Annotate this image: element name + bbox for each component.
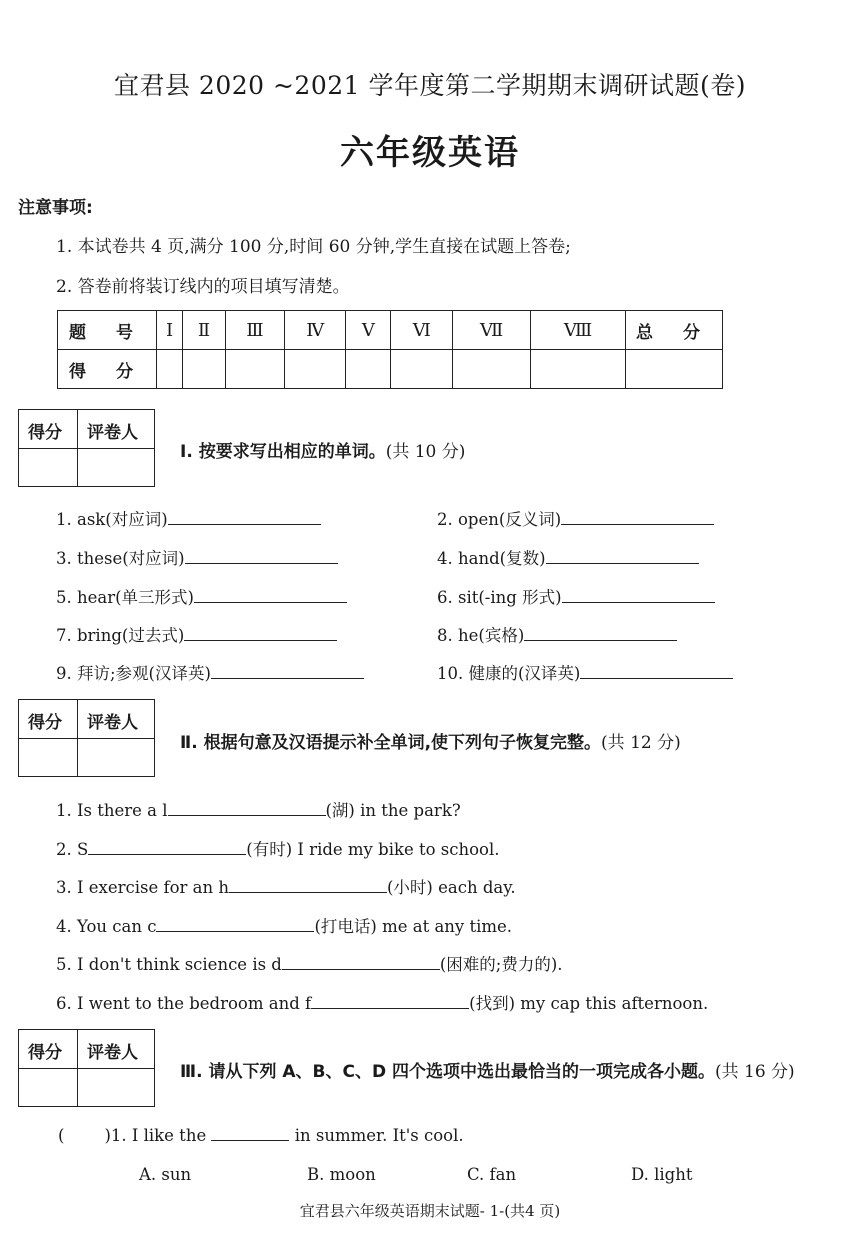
option-b[interactable]: B. moon <box>307 1165 376 1184</box>
question-text: (困难的;费力的). <box>439 955 563 974</box>
total-label: 总 分 <box>626 311 723 350</box>
score-table <box>57 310 723 389</box>
question-text: 6. sit(-ing 形式) <box>437 588 562 607</box>
score-row-label: 得 分 <box>58 350 157 389</box>
score-cell[interactable] <box>346 350 391 389</box>
section-col-1: Ⅰ <box>157 311 183 350</box>
question-text: 1. I like the <box>110 1126 207 1145</box>
answer-blank[interactable] <box>524 626 677 641</box>
reviewer-label: 评卷人 <box>87 1043 138 1063</box>
answer-blank[interactable] <box>561 510 714 525</box>
fill-question <box>56 797 461 821</box>
score-cell[interactable] <box>453 350 531 389</box>
fill-question <box>56 874 516 898</box>
question-text: in summer. It's cool. <box>294 1126 464 1145</box>
answer-blank[interactable] <box>168 801 326 816</box>
score-label: 得分 <box>28 423 62 443</box>
section-col-5: Ⅴ <box>346 311 391 350</box>
answer-blank[interactable] <box>156 917 314 932</box>
vocab-question <box>56 660 364 684</box>
option-d[interactable]: D. light <box>631 1165 693 1184</box>
score-cell[interactable] <box>531 350 626 389</box>
fill-question <box>56 951 563 975</box>
vocab-question <box>56 584 347 608</box>
question-text: 2. open(反义词) <box>437 510 562 529</box>
question-text: (湖) in the park? <box>325 801 461 820</box>
question-text: 7. bring(过去式) <box>56 626 185 645</box>
section-2-heading <box>180 728 681 753</box>
score-label: 得分 <box>28 1043 62 1063</box>
reviewer-label: 评卷人 <box>87 423 138 443</box>
section-3-title: Ⅲ. 请从下列 A、B、C、D 四个选项中选出最恰当的一项完成各小题。 <box>180 1062 715 1082</box>
section-col-2: Ⅱ <box>183 311 226 350</box>
exam-title: 宜君县 2020 ~2021 学年度第二学期期末调研试题(卷) <box>113 71 747 100</box>
answer-blank[interactable] <box>185 549 338 564</box>
question-text: 6. I went to the bedroom and f <box>56 994 312 1013</box>
question-text: (有时) I ride my bike to school. <box>246 840 500 859</box>
question-number-label: 题 号 <box>58 311 157 350</box>
vocab-question <box>437 584 715 608</box>
question-text: 10. 健康的(汉译英) <box>437 664 581 683</box>
vocab-question <box>56 622 337 646</box>
section-col-3: Ⅲ <box>225 311 284 350</box>
exam-subtitle: 六年级英语 <box>340 133 520 173</box>
vocab-question <box>437 506 714 530</box>
answer-paren-close: ) <box>104 1126 111 1145</box>
reviewer-label: 评卷人 <box>87 713 138 733</box>
question-text: 1. Is there a l <box>56 801 168 820</box>
score-cell[interactable] <box>225 350 284 389</box>
question-text: (找到) my cap this afternoon. <box>469 994 709 1013</box>
choice-question <box>58 1126 464 1145</box>
grader-box <box>18 1029 155 1107</box>
notice-item: 2. 答卷前将装订线内的项目填写清楚。 <box>56 277 350 297</box>
option-c[interactable]: C. fan <box>467 1165 517 1184</box>
section-1-points: (共 10 分) <box>385 442 466 462</box>
answer-blank[interactable] <box>194 588 347 603</box>
page-footer: 宜君县六年级英语期末试题- 1-(共4 页) <box>299 1202 561 1220</box>
section-col-4: Ⅳ <box>285 311 346 350</box>
question-text: (打电话) me at any time. <box>314 917 513 936</box>
answer-blank[interactable] <box>282 955 440 970</box>
score-cell[interactable] <box>391 350 453 389</box>
question-text: 4. hand(复数) <box>437 549 546 568</box>
question-text: 1. ask(对应词) <box>56 510 168 529</box>
question-text: 9. 拜访;参观(汉译英) <box>56 664 211 683</box>
total-score-cell[interactable] <box>626 350 723 389</box>
vocab-question <box>437 660 733 684</box>
score-cell[interactable] <box>157 350 183 389</box>
answer-blank[interactable] <box>546 549 699 564</box>
vocab-question <box>56 506 321 530</box>
fill-question <box>56 836 500 860</box>
question-text: 4. You can c <box>56 917 157 936</box>
answer-paren-open: ( <box>58 1126 65 1145</box>
answer-blank[interactable] <box>184 626 337 641</box>
question-text: 3. I exercise for an h <box>56 878 229 897</box>
question-text: (小时) each day. <box>386 878 516 897</box>
section-2-title: Ⅱ. 根据句意及汉语提示补全单词,使下列句子恢复完整。 <box>180 733 602 753</box>
answer-blank[interactable] <box>562 588 715 603</box>
answer-blank[interactable] <box>229 878 387 893</box>
vocab-question <box>56 545 338 569</box>
answer-blank[interactable] <box>211 1126 289 1141</box>
question-text: 5. hear(单三形式) <box>56 588 194 607</box>
section-col-8: Ⅷ <box>531 311 626 350</box>
section-col-6: Ⅵ <box>391 311 453 350</box>
notice-heading: 注意事项: <box>18 198 93 218</box>
fill-question <box>56 990 708 1014</box>
answer-blank[interactable] <box>88 840 246 855</box>
question-text: 5. I don't think science is d <box>56 955 282 974</box>
vocab-question <box>437 545 699 569</box>
section-3-points: (共 16 分) <box>714 1062 795 1082</box>
answer-blank[interactable] <box>580 664 733 679</box>
grader-box <box>18 409 155 487</box>
section-3-heading <box>180 1057 795 1082</box>
question-text: 8. he(宾格) <box>437 626 525 645</box>
fill-question <box>56 913 512 937</box>
score-label: 得分 <box>28 713 62 733</box>
option-a[interactable]: A. sun <box>139 1165 192 1184</box>
answer-blank[interactable] <box>211 664 364 679</box>
section-2-points: (共 12 分) <box>601 733 681 753</box>
question-text: 2. S <box>56 840 89 859</box>
section-col-7: Ⅶ <box>453 311 531 350</box>
section-1-heading <box>180 437 465 462</box>
vocab-question <box>437 622 677 646</box>
answer-blank[interactable] <box>311 994 469 1009</box>
answer-blank[interactable] <box>168 510 321 525</box>
grader-box <box>18 699 155 777</box>
section-1-title: Ⅰ. 按要求写出相应的单词。 <box>180 442 386 462</box>
question-text: 3. these(对应词) <box>56 549 185 568</box>
score-cell[interactable] <box>285 350 346 389</box>
notice-item: 1. 本试卷共 4 页,满分 100 分,时间 60 分钟,学生直接在试题上答卷; <box>56 237 571 257</box>
score-cell[interactable] <box>183 350 226 389</box>
